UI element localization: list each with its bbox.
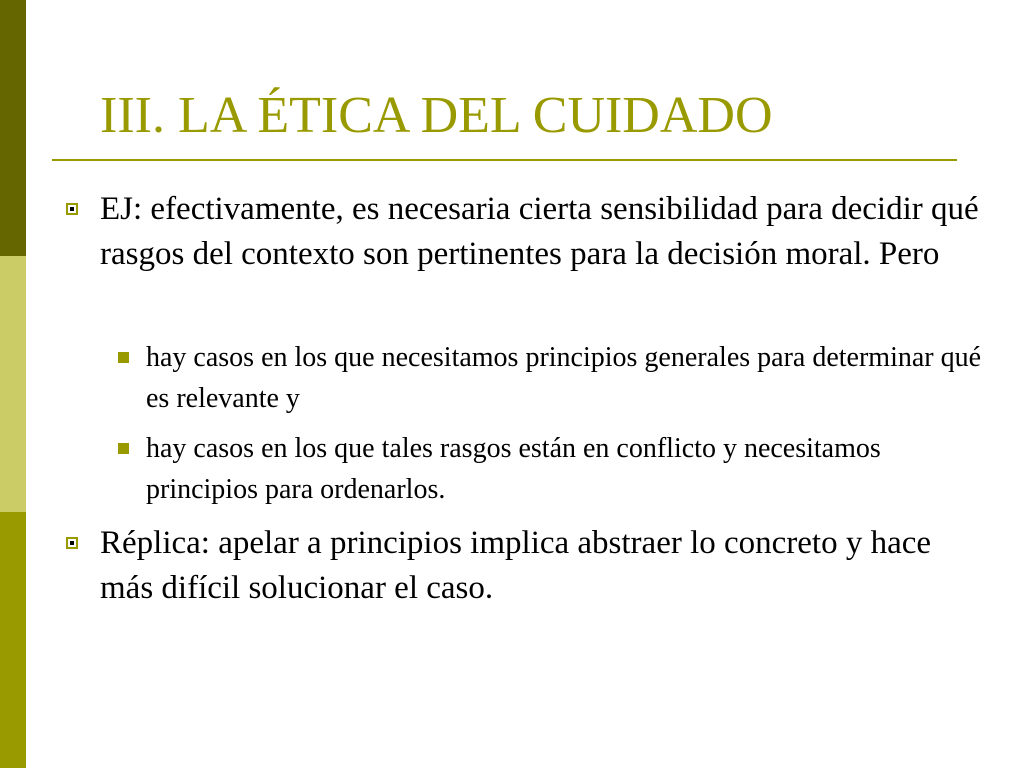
sub-bullet-2-text: hay casos en los que tales rasgos están en conflicto y necesitamos principios para ordenarlos. [146, 433, 881, 505]
bullet-2-text: Réplica: apelar a principios implica abstraer lo concreto y hace más difícil solucionar el caso. [100, 525, 932, 606]
sub-bullet-1-text: hay casos en los que necesitamos principios generales para determinar qué es relevante y [146, 342, 982, 414]
bullet-1-text: EJ: efectivamente, es necesaria cierta sensibilidad para decidir qué rasgos del contexto son pertinentes para la decisión moral. Pero [100, 191, 979, 272]
filled-square-bullet-icon [118, 443, 129, 454]
slide-title: III. LA ÉTICA DEL CUIDADO [100, 87, 773, 144]
square-bullet-icon [66, 203, 78, 215]
filled-square-bullet-icon [118, 352, 129, 363]
square-bullet-icon [66, 537, 78, 549]
